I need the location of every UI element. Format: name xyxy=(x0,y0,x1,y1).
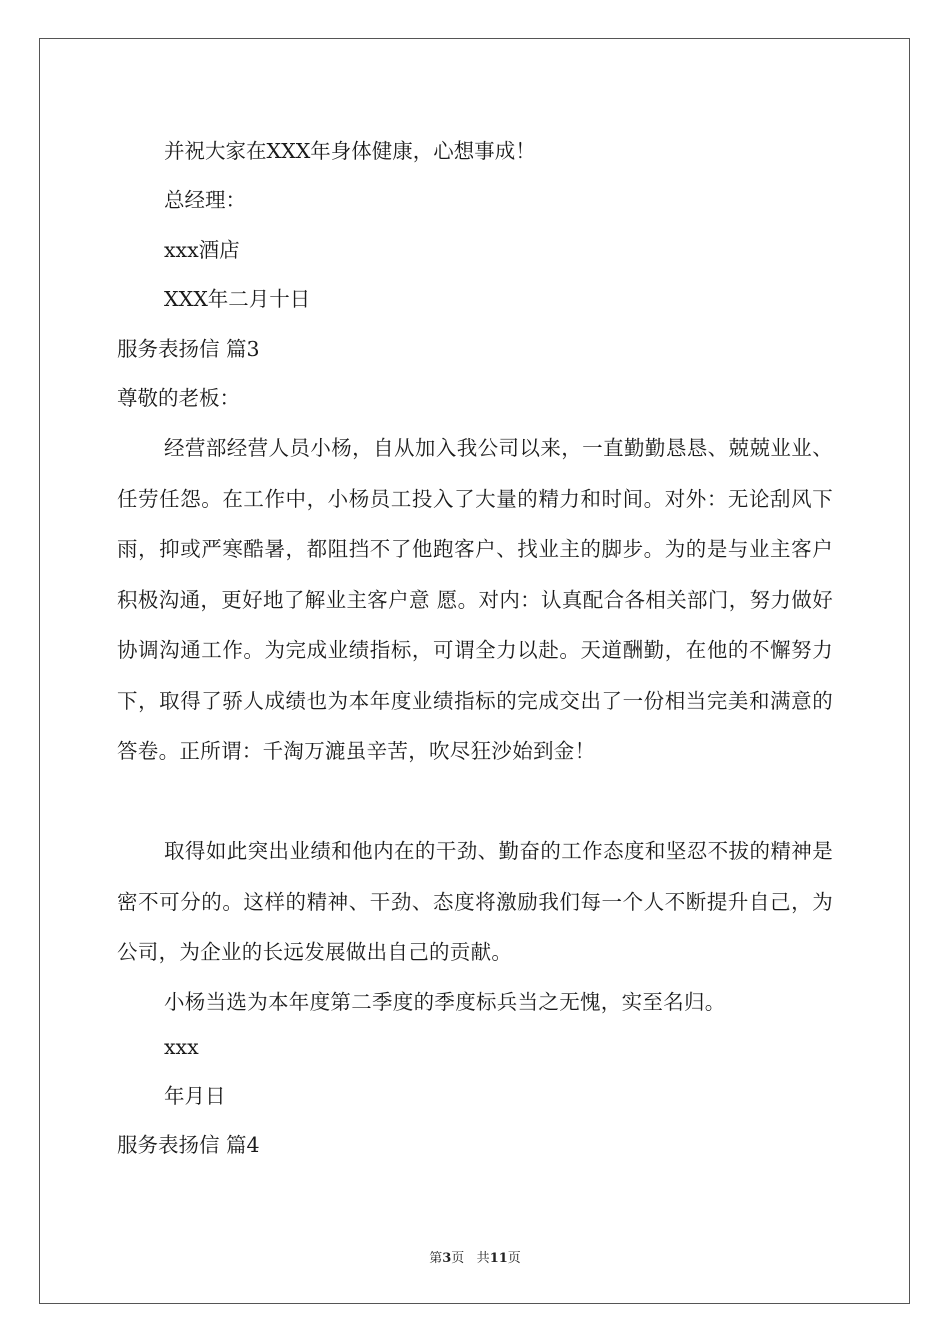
signer-org: xxx酒店 xyxy=(164,238,240,262)
closing-wish: 并祝大家在XXX年身体健康，心想事成！ xyxy=(164,139,536,163)
total-prefix: 共 xyxy=(476,1251,490,1266)
total-pages: 11 xyxy=(489,1251,508,1266)
total-suffix: 页 xyxy=(507,1251,521,1266)
signature-date: 年月日 xyxy=(164,1084,226,1108)
section-heading-3: 服务表扬信 篇3 xyxy=(117,337,260,361)
page-suffix: 页 xyxy=(451,1251,465,1266)
page-footer xyxy=(0,1247,950,1266)
signer-title: 总经理： xyxy=(164,188,246,212)
body-paragraph-1: 经营部经营人员小杨，自从加入我公司以来，一直勤勤恳恳、兢兢业业、任劳任怨。在工作中，小杨员工投入了大量的精力和时间。对外：无论刮风下雨，抑或严寒酷暑，都阻挡不了他跑客户、找业主的脚步。为的是与业主客户积极沟通，更好地了解业主客户意 愿。对内：认真配合各相关部门，努力做好协调沟通工作。为完成业绩指标，可谓全力以赴。天道酬勤，在他的不懈努力下，取得了骄人成绩也为本年度业绩指标的完成交出了一份相当完美和满意的答卷。正所谓：千淘万漉虽辛苦，吹尽狂沙始到金！ xyxy=(117,436,833,763)
body-paragraph-3: 小杨当选为本年度第二季度的季度标兵当之无愧，实至名归。 xyxy=(164,990,726,1014)
page-prefix: 第 xyxy=(429,1251,443,1266)
body-paragraph-2: 取得如此突出业绩和他内在的干劲、勤奋的工作态度和坚忍不拔的精神是密不可分的。这样的精神、干劲、态度将激励我们每一个人不断提升自己，为公司，为企业的长远发展做出自己的贡献。 xyxy=(117,839,833,964)
page-number: 3 xyxy=(442,1251,452,1266)
signature: xxx xyxy=(164,1035,199,1059)
section-heading-4: 服务表扬信 篇4 xyxy=(117,1133,260,1157)
letter-date: XXX年二月十日 xyxy=(164,287,311,311)
salutation: 尊敬的老板： xyxy=(117,386,240,410)
